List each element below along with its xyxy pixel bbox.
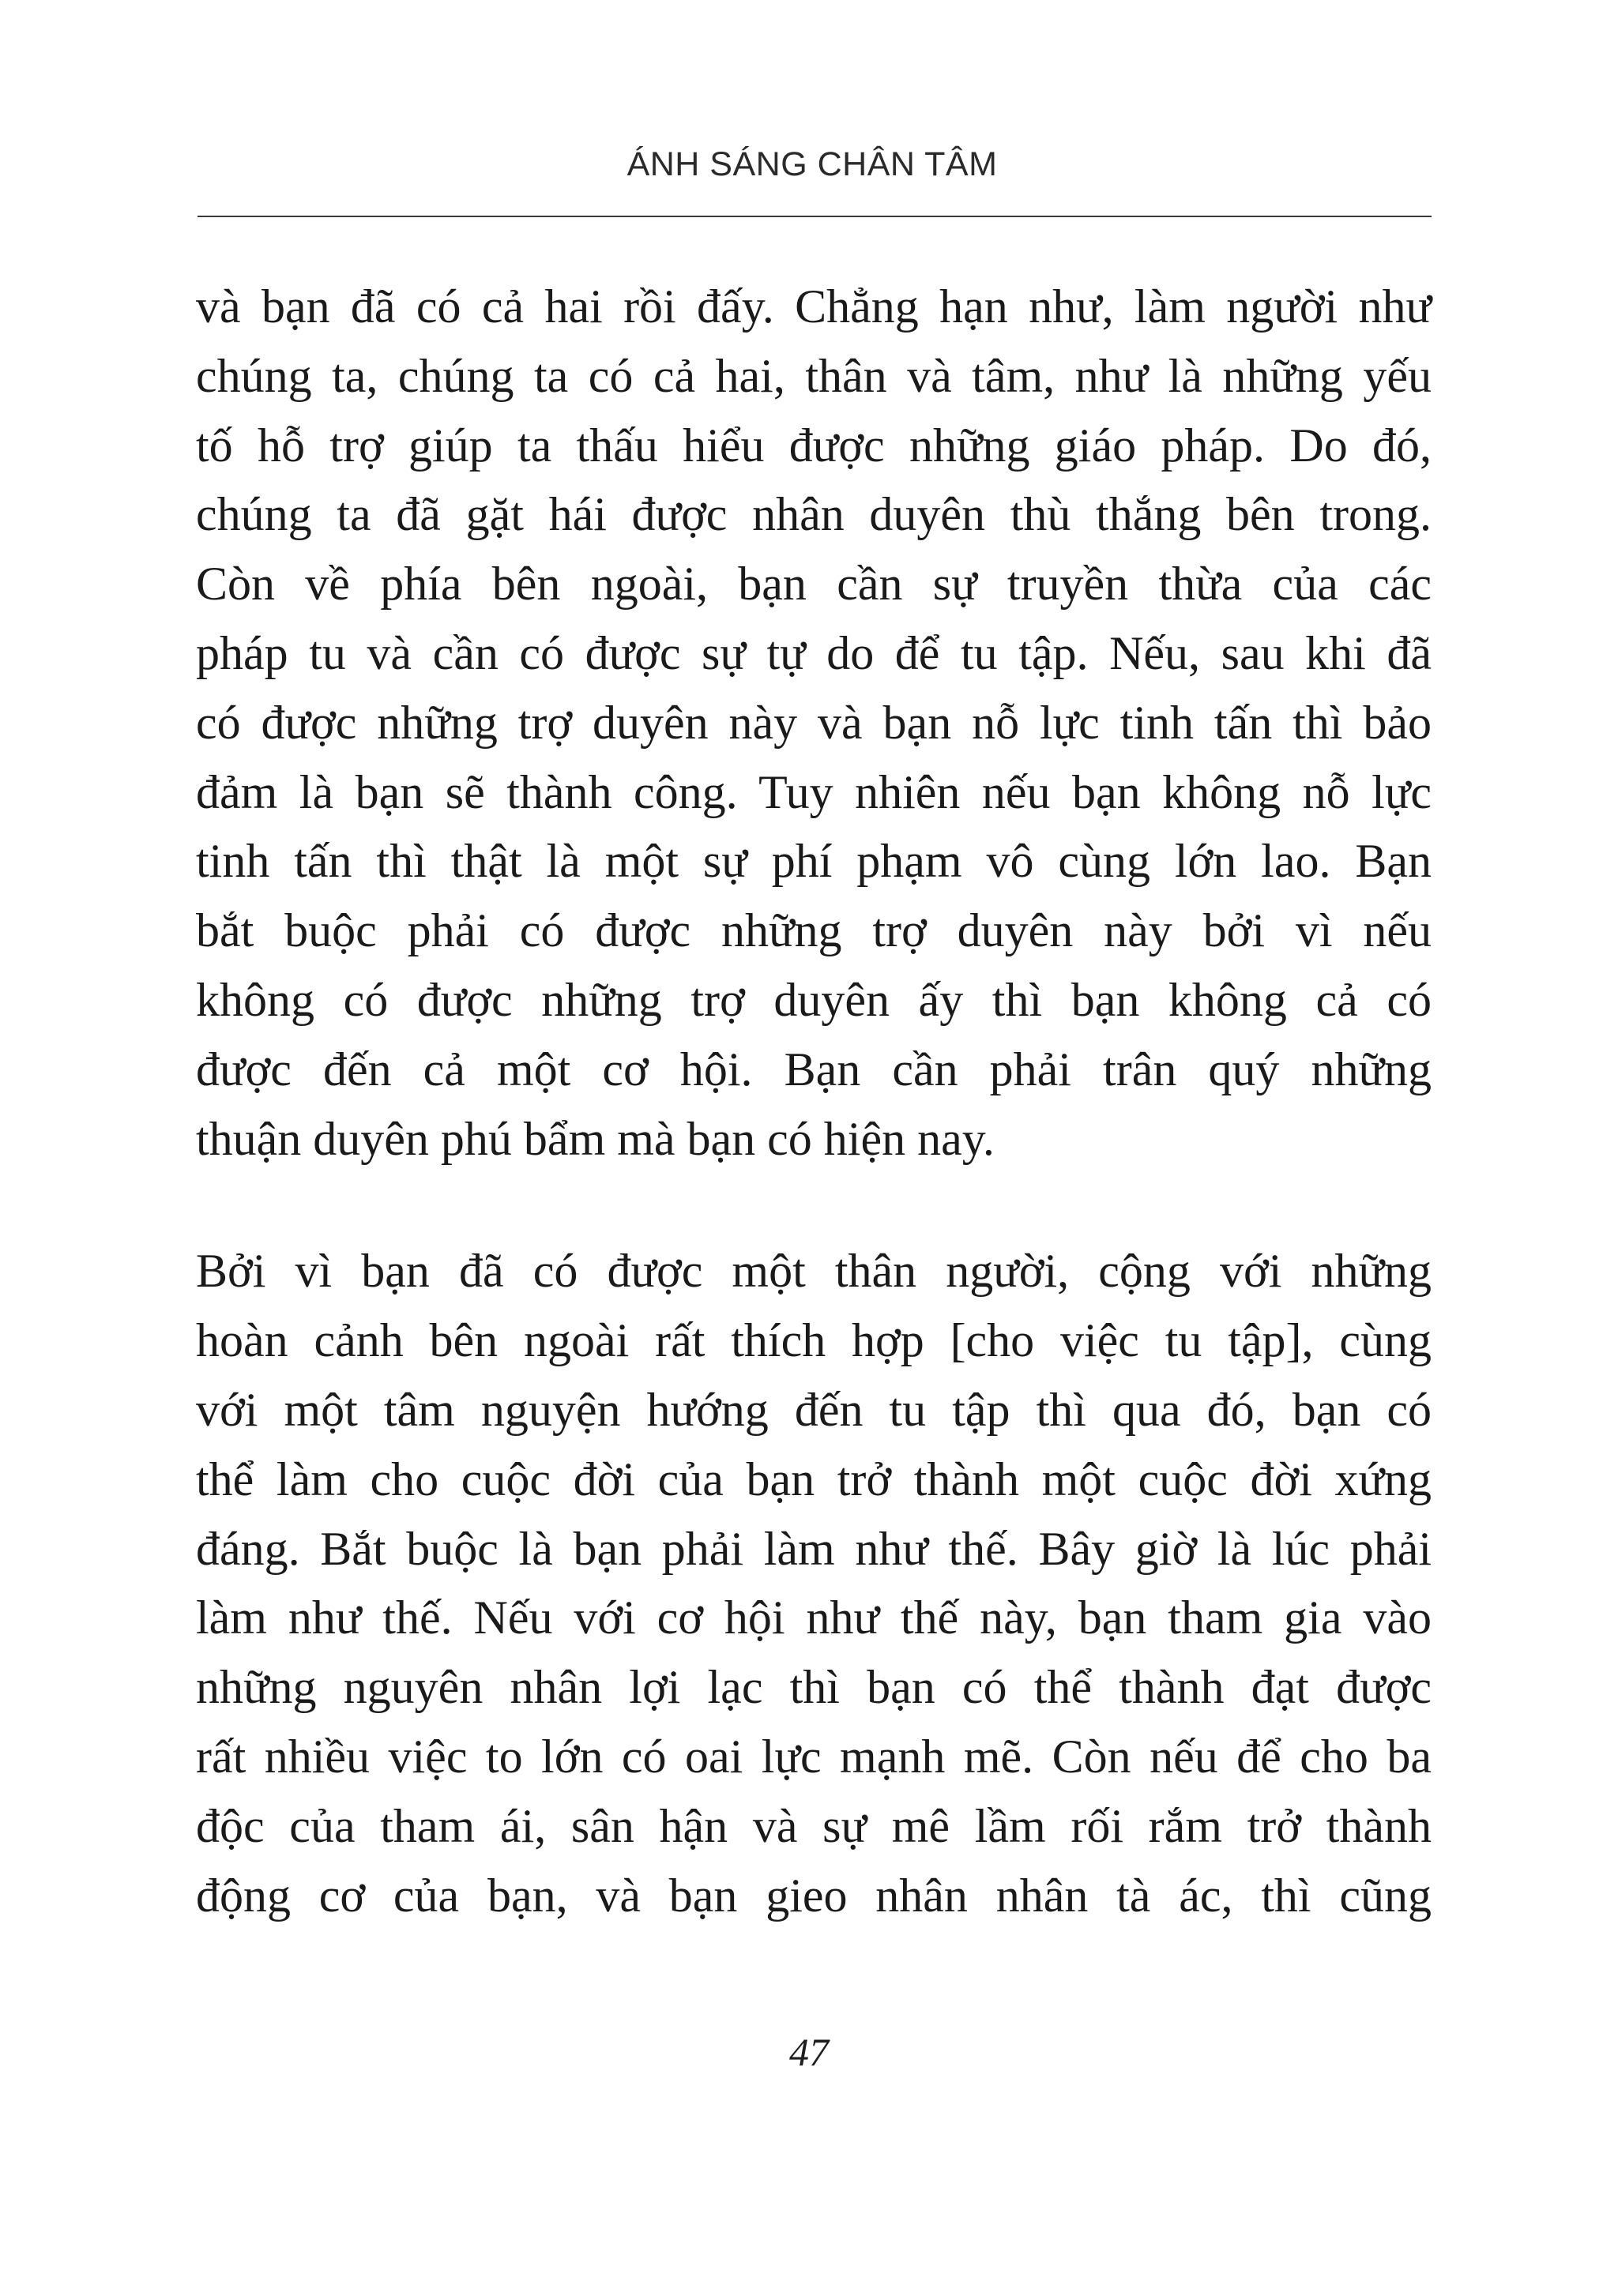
text-line: Còn về phía bên ngoài, bạn cần sự truyền thừa của các (196, 558, 1432, 611)
text-line: động cơ của bạn, và bạn gieo nhân nhân tà ác, thì cũng (196, 1869, 1432, 1922)
text-line: bắt buộc phải có được những trợ duyên này bởi vì nếu (196, 904, 1432, 957)
page-number: 47 (789, 2030, 829, 2074)
text-line: thể làm cho cuộc đời của bạn trở thành một cuộc đời xứng (196, 1452, 1432, 1505)
text-line: đáng. Bắt buộc là bạn phải làm như thế. Bây giờ là lúc phải (196, 1522, 1432, 1575)
paragraph-2 (196, 1237, 1432, 1930)
text-line: không có được những trợ duyên ấy thì bạn không cả có (196, 973, 1432, 1026)
text-line: rất nhiều việc to lớn có oai lực mạnh mẽ. Còn nếu để cho ba (196, 1730, 1432, 1783)
paragraph-1 (196, 272, 1432, 1174)
text-line: thuận duyên phú bẩm mà bạn có hiện nay. (196, 1112, 995, 1165)
text-line: có được những trợ duyên này và bạn nỗ lực tinh tấn thì bảo (196, 696, 1432, 749)
text-line: độc của tham ái, sân hận và sự mê lầm rối rắm trở thành (196, 1799, 1432, 1852)
text-line: chúng ta, chúng ta có cả hai, thân và tâm, như là những yếu (196, 349, 1432, 402)
text-line: tinh tấn thì thật là một sự phí phạm vô cùng lớn lao. Bạn (196, 835, 1432, 888)
text-line: và bạn đã có cả hai rồi đấy. Chẳng hạn như, làm người như (196, 280, 1432, 333)
text-line: với một tâm nguyện hướng đến tu tập thì qua đó, bạn có (196, 1383, 1432, 1436)
body-text (196, 272, 1432, 1930)
running-header: ÁNH SÁNG CHÂN TÂM (627, 145, 998, 183)
text-line: đảm là bạn sẽ thành công. Tuy nhiên nếu bạn không nỗ lực (196, 765, 1432, 818)
text-line: tố hỗ trợ giúp ta thấu hiểu được những giáo pháp. Do đó, (196, 419, 1432, 472)
text-line: Bởi vì bạn đã có được một thân người, cộng với những (196, 1245, 1432, 1298)
header-rule (198, 216, 1432, 217)
text-line: chúng ta đã gặt hái được nhân duyên thù thắng bên trong. (196, 488, 1432, 541)
text-line: những nguyên nhân lợi lạc thì bạn có thể thành đạt được (196, 1661, 1432, 1714)
text-line: làm như thế. Nếu với cơ hội như thế này, bạn tham gia vào (196, 1591, 1432, 1644)
text-line: hoàn cảnh bên ngoài rất thích hợp [cho việc tu tập], cùng (196, 1314, 1432, 1367)
text-line: pháp tu và cần có được sự tự do để tu tập. Nếu, sau khi đã (196, 626, 1432, 679)
text-line: được đến cả một cơ hội. Bạn cần phải trân quý những (196, 1043, 1432, 1095)
